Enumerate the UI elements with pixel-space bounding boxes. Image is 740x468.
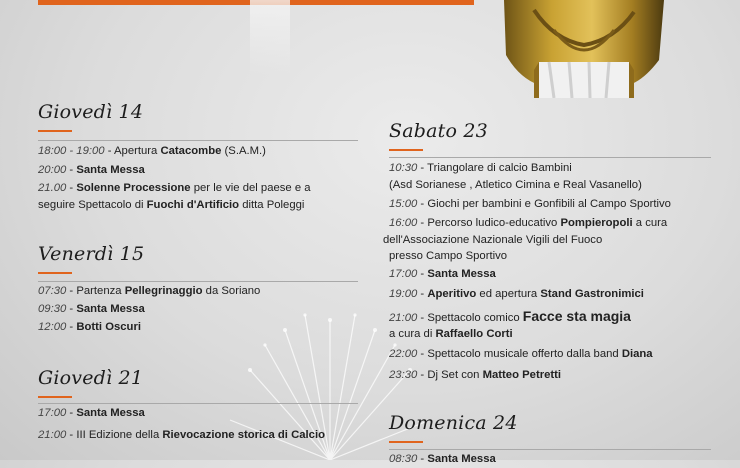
event-row-continuation: [389, 247, 507, 265]
event-text: ditta Poleggi: [239, 199, 305, 211]
event-time: 07:30: [38, 285, 67, 297]
day-heading-rule: [38, 130, 72, 132]
event-highlight: Pompieropoli: [560, 217, 633, 229]
event-time: 21:00: [38, 429, 67, 441]
event-text: Partenza: [76, 285, 125, 297]
event-row: 07:30 - Partenza Pellegrinaggio da Soriano: [38, 285, 261, 297]
event-row: 09:30 - Santa Messa: [38, 303, 145, 315]
event-highlight: Fuochi d'Artificio: [146, 199, 240, 211]
event-highlight: Aperitivo: [427, 288, 477, 300]
event-row: 17:00 - Santa Messa: [38, 407, 145, 419]
event-highlight: Rievocazione storica di Calcio: [162, 429, 325, 441]
event-text: a cura di: [389, 328, 436, 340]
event-text: Spettacolo musicale offerto dalla band: [427, 348, 622, 360]
event-text: da Soriano: [202, 285, 261, 297]
event-time: 17:00: [38, 407, 67, 419]
event-row: 21.00 - Solenne Processione per le vie del paese e a: [38, 182, 311, 194]
event-time: 09:30: [38, 303, 67, 315]
event-text: (S.A.M.): [221, 145, 266, 157]
event-time: 08:30: [389, 453, 418, 465]
event-highlight-large: Facce sta magia: [522, 308, 631, 324]
day-heading-sabato-23: Sabato 23: [389, 120, 488, 142]
event-text: Triangolare di calcio Bambini: [427, 162, 572, 174]
event-time: 19:00: [389, 288, 418, 300]
event-row: 18:00 - 19:00 - Apertura Catacombe (S.A.M.): [38, 145, 266, 157]
event-text: (Asd Sorianese , Atletico Cimina e Real Vasanello): [389, 179, 642, 191]
event-text: III Edizione della: [76, 429, 163, 441]
event-highlight: Diana: [621, 348, 653, 360]
event-highlight: Catacombe: [160, 145, 222, 157]
saint-statue-image: [494, 0, 674, 98]
event-highlight: Matteo Petretti: [482, 369, 562, 381]
event-text: per le vie del paese e a: [190, 182, 311, 194]
event-highlight: Botti Oscuri: [76, 321, 141, 333]
event-highlight: Stand Gastronimici: [540, 288, 644, 300]
event-highlight: Raffaello Corti: [435, 328, 513, 340]
day-heading-domenica-24: Domenica 24: [389, 412, 518, 434]
event-time: 20:00: [38, 164, 67, 176]
event-highlight: Solenne Processione: [76, 182, 191, 194]
event-time: 18:00 - 19:00: [38, 145, 105, 157]
event-text: dell'Associazione Nazionale Vigili del Fuoco: [383, 234, 603, 246]
event-text: Giochi per bambini e Gonfibili al Campo Sportivo: [427, 198, 671, 210]
day-heading-rule: [389, 441, 423, 443]
event-time: 21.00: [38, 182, 67, 194]
event-time: 22:00: [389, 348, 418, 360]
event-row: 10:30 - Triangolare di calcio Bambini: [389, 162, 572, 174]
event-time: 16:00: [389, 217, 418, 229]
event-time: 15:00: [389, 198, 418, 210]
event-row: 16:00 - Percorso ludico-educativo Pompieropoli a cura: [389, 217, 668, 229]
event-highlight: Santa Messa: [76, 407, 145, 419]
event-text: ed apertura: [476, 288, 541, 300]
event-time: 23:30: [389, 369, 418, 381]
event-time: 10:30: [389, 162, 418, 174]
event-row-continuation: [38, 196, 304, 214]
event-text: Spettacolo comico: [427, 312, 523, 324]
event-row: 19:00 - Aperitivo ed apertura Stand Gastronimici: [389, 288, 644, 300]
section-divider: [389, 157, 711, 158]
event-row: 22:00 - Spettacolo musicale offerto dalla band Diana: [389, 348, 653, 360]
event-highlight: Santa Messa: [76, 164, 145, 176]
event-text: seguire Spettacolo di: [38, 199, 147, 211]
event-text: presso Campo Sportivo: [389, 250, 508, 262]
event-text: Apertura: [114, 145, 161, 157]
day-heading-rule: [38, 396, 72, 398]
event-text: Dj Set con: [427, 369, 483, 381]
event-row: 20:00 - Santa Messa: [38, 164, 145, 176]
event-row: 17:00 - Santa Messa: [389, 268, 496, 280]
event-highlight: Santa Messa: [427, 268, 496, 280]
day-heading-rule: [389, 149, 423, 151]
event-row-continuation: [389, 176, 642, 194]
event-row: 23:30 - Dj Set con Matteo Petretti: [389, 369, 562, 381]
event-row-continuation: [389, 325, 513, 343]
day-heading-rule: [38, 272, 72, 274]
event-text: Percorso ludico-educativo: [427, 217, 561, 229]
event-text: a cura: [632, 217, 668, 229]
event-row: 15:00 - Giochi per bambini e Gonfibili al Campo Sportivo: [389, 198, 671, 210]
day-heading-giovedi-21: Giovedì 21: [38, 367, 144, 389]
event-highlight: Santa Messa: [76, 303, 145, 315]
event-time: 21:00: [389, 312, 418, 324]
event-highlight: Pellegrinaggio: [124, 285, 203, 297]
event-row: 21:00 - III Edizione della Rievocazione storica di Calcio: [38, 429, 325, 441]
day-heading-giovedi-14: Giovedì 14: [38, 101, 144, 123]
background-light-glow: [250, 0, 290, 75]
event-row: 21:00 - Spettacolo comico Facce sta magia: [389, 308, 631, 324]
event-time: 12:00: [38, 321, 67, 333]
day-heading-venerdi-15: Venerdì 15: [38, 243, 145, 265]
event-row: 12:00 - Botti Oscuri: [38, 321, 141, 333]
event-time: 17:00: [389, 268, 418, 280]
section-divider: [38, 140, 358, 141]
event-highlight: Santa Messa: [427, 453, 496, 465]
event-row: 08:30 - Santa Messa: [389, 453, 496, 465]
